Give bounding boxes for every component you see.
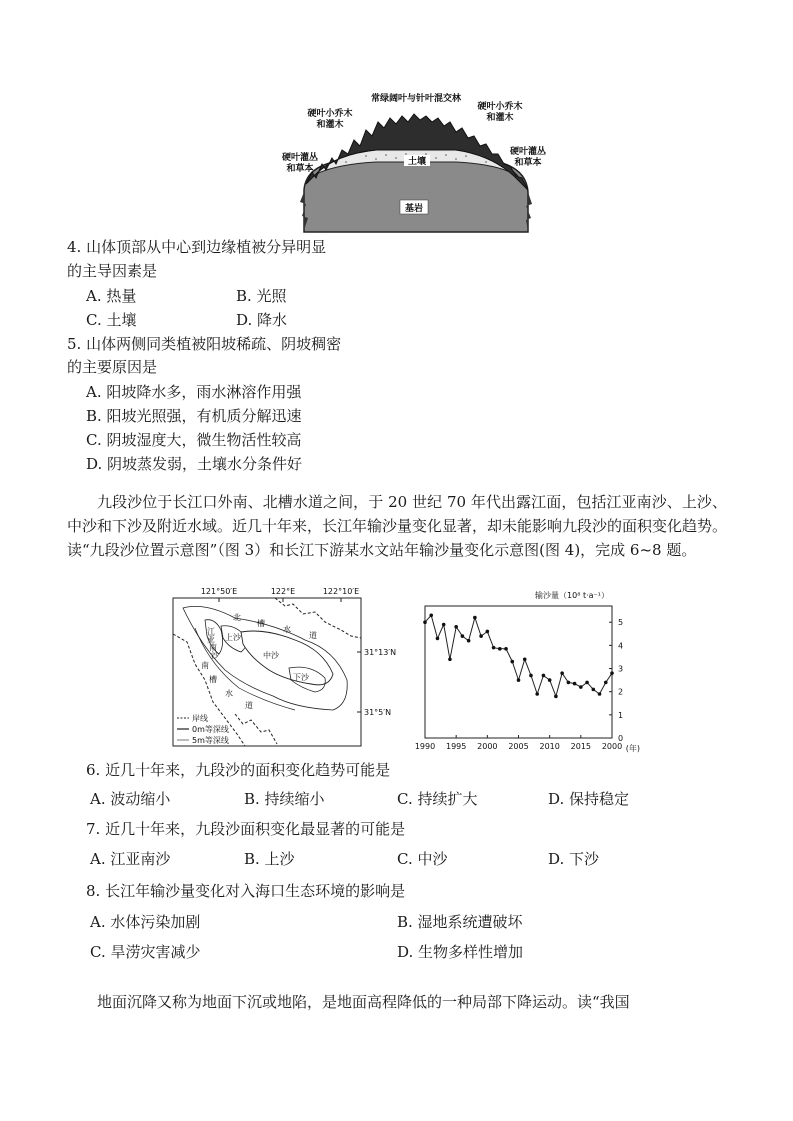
data-point: [535, 692, 539, 696]
data-point: [517, 678, 521, 682]
data-point: [442, 623, 446, 627]
question-6-option-c: C. 持续扩大: [397, 790, 478, 808]
south-channel-label-3: 水: [225, 689, 233, 698]
x-tick-label: 1995: [445, 742, 467, 751]
x-tick-label: 2015: [570, 742, 592, 751]
passage-subsidence-start: 地面沉降又称为地面下沉或地陷，是地面高程降低的一种局部下降运动。读“我国: [97, 993, 630, 1011]
question-4-stem-line1: 4. 山体顶部从中心到边缘植被分异明显: [67, 238, 327, 256]
question-4-stem-line2: 的主导因素是: [67, 262, 158, 280]
data-point: [492, 646, 496, 650]
data-point: [467, 639, 471, 643]
right-upper-label-1: 硬叶小乔木: [477, 102, 523, 112]
question-8-option-d: D. 生物多样性增加: [397, 943, 524, 961]
north-channel-label-3: 水: [283, 625, 291, 634]
question-4-option-b: B. 光照: [236, 287, 287, 305]
left-upper-label-1: 硬叶小乔木: [307, 109, 353, 119]
right-lower-label-2: 和草本: [514, 158, 542, 168]
jiangya-label-3: 南: [209, 643, 217, 652]
data-point: [548, 678, 552, 682]
north-channel-label-2: 槽: [257, 619, 265, 628]
question-5-stem-line1: 5. 山体两侧同类植被阳坡稀疏、阴坡稠密: [67, 335, 342, 353]
question-8-stem: 8. 长江年输沙量变化对入海口生态环境的影响是: [86, 882, 406, 900]
question-7-option-c: C. 中沙: [397, 850, 448, 868]
data-point: [523, 657, 527, 661]
question-4-option-d: D. 降水: [236, 311, 288, 329]
y-tick-label: 5: [618, 618, 624, 628]
question-5-option-a: A. 阳坡降水多，雨水淋溶作用强: [86, 383, 302, 401]
x-tick-label: 2000: [477, 742, 498, 751]
data-point: [448, 657, 452, 661]
mixed-forest-label: 常绿阔叶与针叶混交林: [370, 94, 462, 104]
data-point: [560, 671, 564, 675]
y-tick-label: 4: [618, 641, 624, 651]
question-7-stem: 7. 近几十年来，九段沙面积变化最显著的可能是: [86, 820, 406, 838]
question-6-stem: 6. 近几十年来，九段沙的面积变化趋势可能是: [86, 761, 391, 779]
x-tick-label: 2000: [601, 742, 623, 751]
data-point: [436, 637, 440, 641]
sediment-series-line: [425, 615, 612, 696]
south-channel-label-2: 槽: [209, 675, 217, 684]
data-point: [498, 647, 502, 651]
left-lower-label-2: 和草本: [286, 164, 314, 174]
right-upper-label-2: 和灌木: [486, 113, 514, 123]
data-point: [529, 674, 533, 678]
data-point: [598, 692, 602, 696]
chart-x-unit: (年): [625, 744, 640, 753]
data-point: [504, 647, 508, 651]
jiuduansha-location-map: [165, 584, 405, 752]
data-point: [510, 660, 514, 664]
question-6-option-d: D. 保持稳定: [548, 790, 630, 808]
question-5-option-b: B. 阳坡光照强，有机质分解迅速: [86, 407, 302, 425]
right-lower-label-1: 硬叶灌丛: [509, 147, 547, 157]
bedrock-label: 基岩: [404, 204, 424, 214]
legend-0m-label: 0m等深线: [192, 725, 229, 734]
question-4-option-a: A. 热量: [86, 287, 137, 305]
x-tick-label: 2005: [508, 742, 529, 751]
lat-label-1: 31°13′N: [364, 648, 397, 657]
data-point: [579, 685, 583, 689]
legend-5m-label: 5m等深线: [192, 736, 229, 745]
data-point: [592, 688, 596, 692]
left-upper-label-2: 和灌木: [316, 120, 344, 130]
question-5-option-d: D. 阴坡蒸发弱，土壤水分条件好: [86, 455, 303, 473]
chart-frame: [425, 606, 612, 738]
data-point: [486, 630, 490, 634]
upper-sand-label: 上沙: [225, 633, 241, 642]
question-8-option-b: B. 湿地系统遭破坏: [397, 913, 523, 931]
data-point: [610, 671, 614, 675]
lon-label-3: 122°10′E: [322, 587, 360, 596]
question-8-option-a: A. 水体污染加剧: [90, 913, 201, 931]
north-channel-label-4: 道: [309, 631, 317, 640]
jiangya-label-2: 亚: [207, 635, 215, 644]
x-tick-label: 1990: [414, 742, 436, 751]
mountain-vegetation-figure: [276, 92, 558, 234]
data-point: [573, 682, 577, 686]
y-tick-label: 1: [618, 710, 624, 720]
data-point: [429, 613, 433, 617]
lower-sand-label: 下沙: [293, 673, 309, 682]
question-5-stem-line2: 的主要原因是: [67, 358, 158, 376]
lon-label-1: 121°50′E: [200, 587, 238, 596]
y-tick-label: 2: [618, 687, 624, 697]
question-7-option-a: A. 江亚南沙: [90, 850, 171, 868]
data-point: [473, 616, 477, 620]
y-tick-label: 3: [618, 664, 624, 674]
passage-jiuduansha: 九段沙位于长江口外南、北槽水道之间，于 20 世纪 70 年代出露江面，包括江亚南沙、上沙、中沙和下沙及附近水域。近几十年来，长江年输沙量变化显著，却未能影响九段沙的面积变化趋势。读“九段沙位置示意图”（图 3）和长江下游某水文站年输沙量变化示意图(图 4)，完成 6~8 题。: [67, 493, 728, 559]
north-channel-label-1: 北: [233, 613, 241, 622]
lat-label-2: 31°5′N: [364, 708, 392, 717]
question-4-option-c: C. 土壤: [86, 311, 137, 329]
soil-label: 土壤: [407, 157, 427, 167]
x-tick-label: 2010: [539, 742, 560, 751]
data-point: [554, 695, 558, 699]
data-point: [423, 620, 427, 624]
middle-sand-label: 中沙: [263, 651, 279, 660]
y-tick-label: 0: [618, 734, 624, 743]
question-6-option-a: A. 波动缩小: [90, 790, 171, 808]
jiangya-label-1: 江: [207, 627, 215, 636]
data-point: [585, 681, 589, 685]
data-point: [542, 674, 546, 678]
lon-label-2: 122°E: [270, 587, 296, 596]
data-point: [604, 681, 608, 685]
question-6-option-b: B. 持续缩小: [244, 790, 325, 808]
question-7-option-d: D. 下沙: [548, 850, 600, 868]
jiangya-label-4: 沙: [211, 651, 219, 660]
legend-shore-label: 岸线: [192, 714, 208, 723]
left-lower-label-1: 硬叶灌丛: [281, 153, 319, 163]
south-channel-label-4: 道: [245, 701, 253, 710]
question-8-option-c: C. 旱涝灾害减少: [90, 943, 201, 961]
data-point: [461, 634, 465, 638]
data-point: [479, 634, 483, 638]
chart-ylabel: 输沙量（10⁸ t·a⁻¹）: [535, 591, 609, 600]
south-channel-label-1: 南: [201, 661, 209, 670]
data-point: [454, 625, 458, 629]
question-5-option-c: C. 阴坡湿度大，微生物活性较高: [86, 431, 302, 449]
data-point: [567, 681, 571, 685]
sediment-discharge-chart: [414, 584, 650, 754]
question-7-option-b: B. 上沙: [244, 850, 295, 868]
